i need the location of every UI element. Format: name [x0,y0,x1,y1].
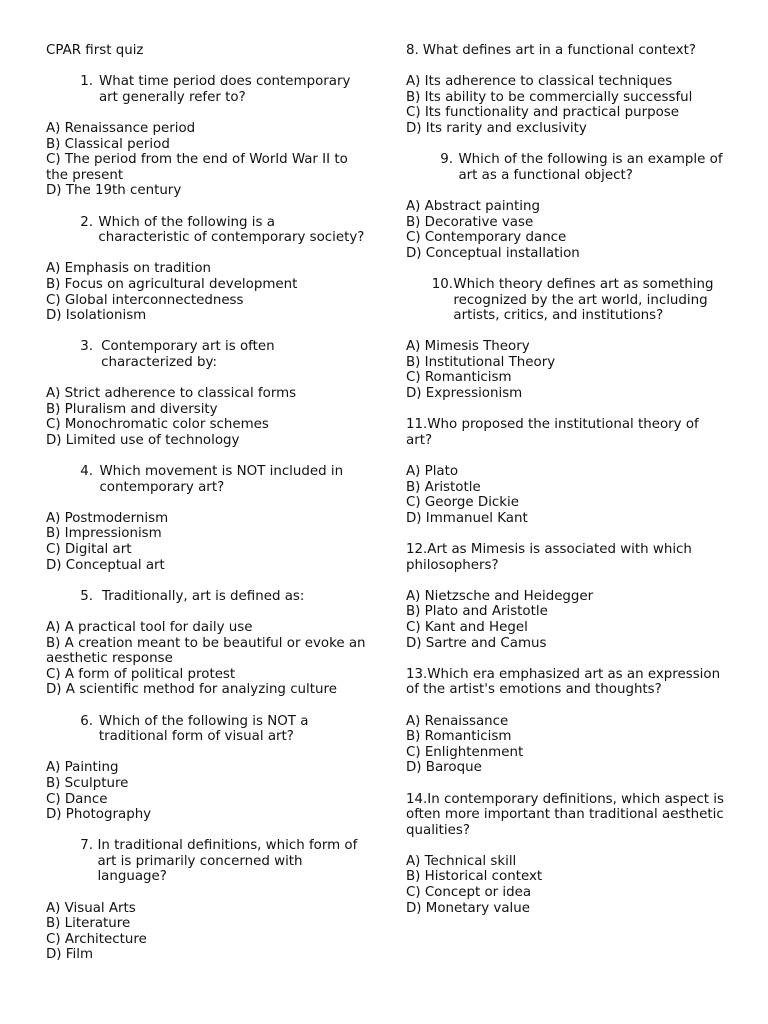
answer-options [406,464,726,526]
answer-options [46,261,366,323]
question-3 [46,339,366,370]
question-text: In traditional definitions, which form of art is primarily concerned with language? [97,838,358,885]
answer-option: B) Institutional Theory [406,354,556,370]
answer-options [406,589,726,651]
document-title: CPAR first quiz [46,43,144,58]
answer-option: A) Strict adherence to classical forms [46,386,297,402]
answer-option: C) George Dickie [406,495,520,511]
answer-option: A) Visual Arts [46,900,136,916]
answer-option: D) A scientific method for analyzing culture [46,682,337,698]
answer-option: B) Impressionism [46,526,162,542]
answer-options [46,511,366,573]
left-column [46,43,366,979]
answer-option: B) Plato and Aristotle [406,604,548,620]
answer-option: A) Painting [46,760,119,776]
answer-option: B) Literature [46,916,131,932]
answer-option: A) Mimesis Theory [406,339,530,355]
left-question-list [46,74,366,963]
question-text: Contemporary art is often characterized by: [101,339,275,370]
answer-option: C) Concept or idea [406,885,532,901]
question-7 [46,838,366,885]
question-number: 9. [440,152,453,168]
answer-option: A) A practical tool for daily use [46,619,253,635]
question-4 [46,464,366,495]
answer-option: B) Historical context [406,869,543,885]
question-text: In contemporary definitions, which aspect is often more important than traditional aesthetic qualities? [406,791,724,838]
answer-option: A) Emphasis on tradition [46,261,212,277]
question-number: 1. [80,74,93,90]
answer-options [46,760,366,822]
answer-option: A) Postmodernism [46,510,169,526]
question-number: 2. [80,214,93,230]
answer-option: B) Romanticism [406,729,512,745]
answer-option: B) Pluralism and diversity [46,401,218,417]
question-number: 8. [406,43,419,58]
answer-option: A) Its adherence to classical techniques [406,74,673,90]
answer-options [46,901,366,963]
answer-options [46,386,366,448]
question-8 [406,43,726,59]
question-11 [406,417,726,448]
question-text: Which of the following is a characteristic of contemporary society? [98,214,365,246]
question-1 [46,74,366,105]
question-12 [406,542,726,573]
answer-option: C) Monochromatic color schemes [46,417,269,433]
answer-option: B) Focus on agricultural development [46,276,298,292]
number-gap [93,589,102,605]
answer-options [406,339,726,401]
answer-option: C) Kant and Hegel [406,619,528,635]
question-text: Which movement is NOT included in contemporary art? [99,464,344,495]
answer-option: D) Monetary value [406,900,530,916]
question-9 [406,152,726,183]
answer-option: A) Nietzsche and Heidegger [406,588,594,604]
answer-option: C) Contemporary dance [406,230,567,246]
answer-options [406,714,726,776]
answer-option: C) A form of political protest [46,666,236,682]
answer-option: D) Its rarity and exclusivity [406,120,587,136]
question-number: 10. [431,276,453,292]
answer-options [46,620,366,698]
answer-option: A) Renaissance [406,713,509,729]
answer-option: B) Classical period [46,136,170,152]
answer-option: D) Conceptual installation [406,245,580,261]
question-text: Art as Mimesis is associated with which philosophers? [406,542,692,573]
answer-option: A) Abstract painting [406,198,540,214]
answer-option: D) Immanuel Kant [406,510,528,526]
answer-option: A) Technical skill [406,853,517,869]
question-2 [46,215,366,246]
answer-option: D) Isolationism [46,308,147,324]
question-6 [46,714,366,745]
answer-options [406,74,726,136]
question-number: 13. [406,666,428,682]
answer-option: D) Photography [46,807,152,823]
question-text: What defines art in a functional context? [422,43,696,58]
answer-option: C) Romanticism [406,370,512,386]
answer-option: D) Film [46,947,94,963]
question-number: 3. [80,339,93,355]
answer-option: C) Enlightenment [406,744,524,760]
question-number: 5. [80,588,93,604]
answer-option: C) Dance [46,791,108,807]
right-column [406,43,726,932]
answer-option: B) Sculpture [46,775,129,791]
answer-option: B) Decorative vase [406,214,534,230]
answer-option: D) Conceptual art [46,557,165,573]
answer-options [406,854,726,916]
question-text: Which theory defines art as something recognized by the art world, including artists, critics, and institutions? [453,276,714,324]
answer-option: D) Expressionism [406,386,523,402]
question-text: Who proposed the institutional theory of art? [406,417,699,448]
question-13 [406,667,726,698]
question-14 [406,792,726,839]
question-text: Which era emphasized art as an expression of the artist's emotions and thoughts? [406,666,721,698]
answer-option: D) Limited use of technology [46,432,240,448]
question-text: Which of the following is an example of art as a functional object? [458,152,723,183]
question-number: 14. [406,791,428,807]
answer-option: D) Baroque [406,760,482,776]
answer-option: C) Architecture [46,931,147,947]
answer-option: B) Aristotle [406,479,481,495]
answer-option: C) The period from the end of World War II to the present [46,152,348,183]
question-10 [406,277,726,324]
answer-option: B) Its ability to be commercially successful [406,89,693,105]
question-number: 11. [406,417,428,433]
answer-option: B) A creation meant to be beautiful or evoke an aesthetic response [46,635,366,667]
question-text: Traditionally, art is defined as: [102,588,305,604]
question-number: 4. [80,464,93,480]
question-number: 6. [80,713,93,729]
answer-options [406,199,726,261]
answer-option: A) Plato [406,464,459,480]
answer-option: D) The 19th century [46,183,182,199]
question-text: Which of the following is NOT a traditional form of visual art? [98,713,309,745]
question-5 [46,589,366,605]
answer-option: C) Global interconnectedness [46,292,244,308]
question-text: What time period does contemporary art generally refer to? [98,74,351,105]
question-number: 12. [406,542,428,557]
right-question-list [406,43,726,916]
answer-option: A) Renaissance period [46,120,196,136]
question-number: 7. [80,838,93,854]
answer-options [46,121,366,199]
number-gap [93,339,101,370]
answer-option: C) Its functionality and practical purpose [406,105,679,121]
answer-option: C) Digital art [46,542,132,557]
answer-option: D) Sartre and Camus [406,635,547,651]
